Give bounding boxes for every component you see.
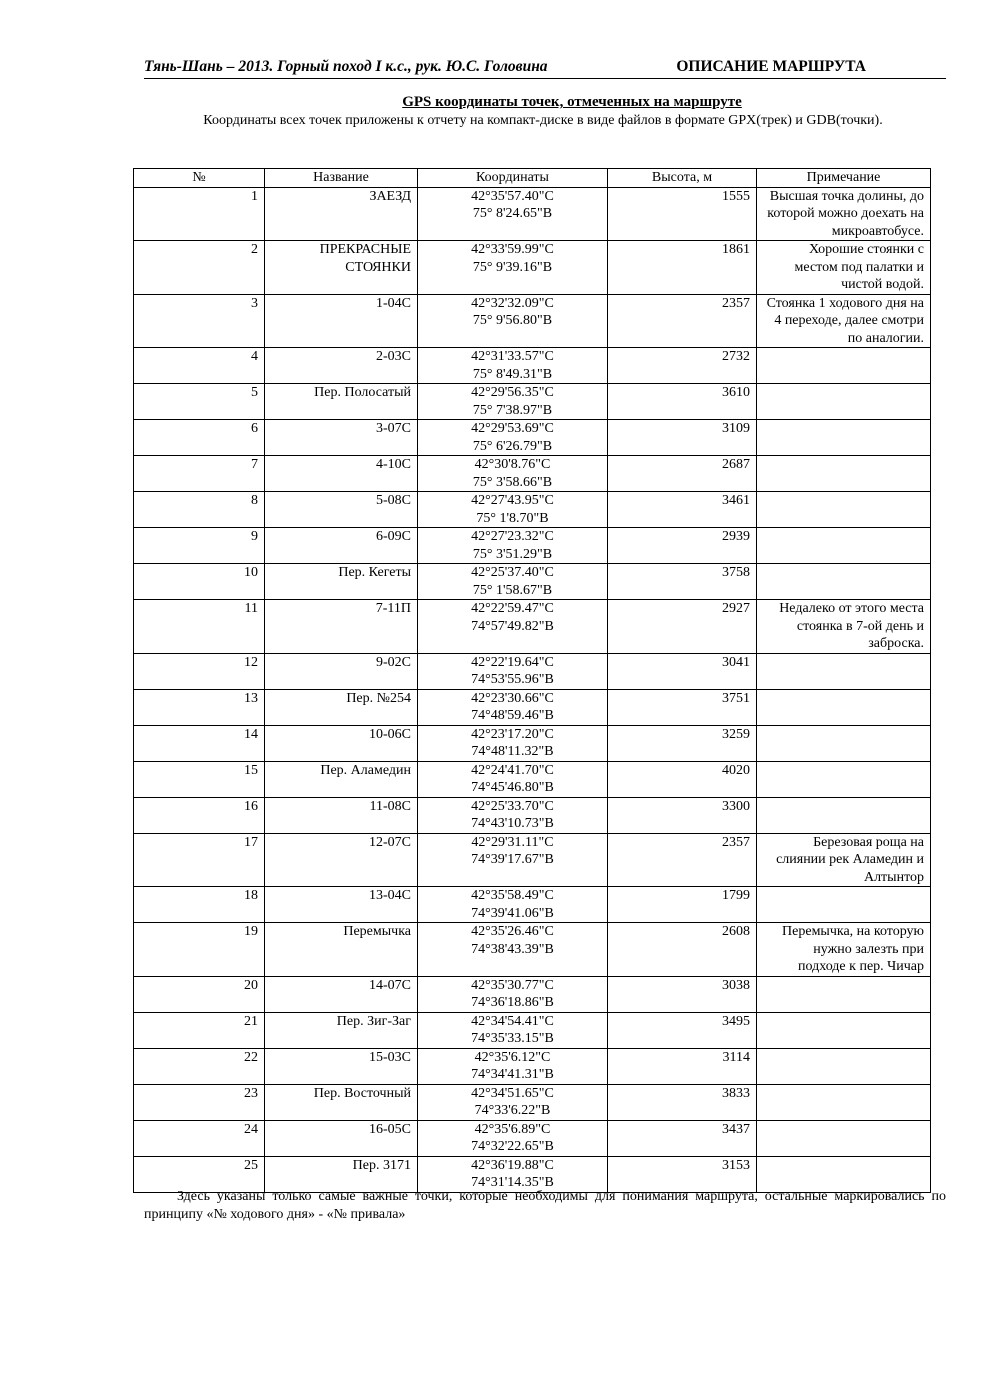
point-latitude: 42°22'59.47"С: [471, 601, 554, 616]
page-subtitle: Координаты всех точек приложены к отчету на компакт-диске в виде файлов в формате GPX(трек) и GDB(точки).: [203, 113, 883, 128]
point-altitude: 3259: [608, 725, 757, 761]
point-name: 12-07С: [265, 833, 418, 887]
point-longitude: 74°36'18.86"В: [471, 995, 554, 1010]
point-latitude: 42°29'31.11"С: [471, 834, 554, 850]
column-header-coordinates: Координаты: [418, 169, 608, 188]
point-coordinates: [418, 600, 608, 654]
point-coordinates: [418, 492, 608, 528]
point-altitude: 1861: [608, 241, 757, 295]
point-name: 15-03С: [265, 1048, 418, 1084]
point-number: 21: [134, 1012, 265, 1048]
point-note: [757, 1156, 931, 1192]
point-number: 8: [134, 492, 265, 528]
table-row: [134, 384, 931, 420]
point-note: [757, 1012, 931, 1048]
point-name: Пер. 3171: [265, 1156, 418, 1192]
table-row: [134, 1012, 931, 1048]
point-coordinates: [418, 797, 608, 833]
point-number: 3: [134, 294, 265, 348]
point-longitude: 74°35'33.15"В: [471, 1031, 554, 1046]
point-latitude: 42°30'8.76"С: [474, 457, 551, 472]
point-number: 19: [134, 923, 265, 977]
point-longitude: 75° 7'38.97"В: [472, 402, 553, 418]
point-number: 23: [134, 1084, 265, 1120]
point-number: 11: [134, 600, 265, 654]
point-number: 5: [134, 384, 265, 420]
point-longitude: 74°38'43.39"В: [471, 941, 554, 957]
gps-points-table: [133, 168, 931, 1193]
point-number: 1: [134, 187, 265, 241]
point-longitude: 74°48'11.32"В: [471, 744, 554, 759]
point-number: 10: [134, 564, 265, 600]
point-name: 10-06С: [265, 725, 418, 761]
table-row: [134, 689, 931, 725]
point-altitude: 3153: [608, 1156, 757, 1192]
point-number: 13: [134, 689, 265, 725]
point-latitude: 42°24'41.70"С: [471, 762, 554, 778]
point-coordinates: [418, 689, 608, 725]
point-latitude: 42°34'54.41"С: [471, 1013, 554, 1029]
point-longitude: 74°39'17.67"В: [471, 852, 554, 867]
point-number: 14: [134, 725, 265, 761]
point-latitude: 42°35'6.12"С: [474, 1049, 551, 1065]
point-latitude: 42°22'19.64"С: [471, 654, 554, 670]
table-row: [134, 923, 931, 977]
table-header-row: [134, 169, 931, 188]
point-longitude: 74°34'41.31"В: [471, 1067, 554, 1082]
point-coordinates: [418, 923, 608, 977]
table-row: [134, 528, 931, 564]
table-row: [134, 797, 931, 833]
header-section-title: ОПИСАНИЕ МАРШРУТА: [676, 58, 866, 75]
footnote: Здесь указаны только самые важные точки, которые необходимы для понимания маршрута, остальные маркировались по принципу «№ ходового дня» - «№ привала»: [144, 1189, 946, 1222]
point-altitude: 2357: [608, 833, 757, 887]
point-note: [757, 456, 931, 492]
point-latitude: 42°35'30.77"С: [471, 977, 554, 993]
point-altitude: 2927: [608, 600, 757, 654]
column-header-number: №: [134, 169, 265, 188]
header-report-title: Тянь-Шань – 2013. Горный поход I к.с., рук. Ю.С. Головина: [144, 58, 548, 75]
point-altitude: 3833: [608, 1084, 757, 1120]
point-latitude: 42°23'30.66"С: [471, 690, 554, 706]
point-longitude: 75° 9'39.16"В: [472, 259, 553, 275]
point-coordinates: [418, 1048, 608, 1084]
point-latitude: 42°32'32.09"С: [471, 295, 554, 311]
point-latitude: 42°29'56.35"С: [471, 385, 554, 400]
point-altitude: 3461: [608, 492, 757, 528]
point-number: 7: [134, 456, 265, 492]
point-longitude: 74°31'14.35"В: [471, 1175, 554, 1190]
point-altitude: 3114: [608, 1048, 757, 1084]
header-divider: [144, 78, 946, 79]
point-altitude: 3437: [608, 1120, 757, 1156]
point-number: 9: [134, 528, 265, 564]
point-altitude: 3751: [608, 689, 757, 725]
point-note: Березовая роща на слиянии рек Аламедин и Алтынтор: [757, 833, 931, 887]
table-row: [134, 564, 931, 600]
point-number: 20: [134, 976, 265, 1012]
point-number: 2: [134, 241, 265, 295]
point-longitude: 74°33'6.22"В: [474, 1103, 551, 1118]
point-coordinates: [418, 456, 608, 492]
point-latitude: 42°27'23.32"С: [471, 529, 554, 544]
point-coordinates: [418, 241, 608, 295]
point-name: ЗАЕЗД: [265, 187, 418, 241]
point-name: ПРЕКРАСНЫЕ СТОЯНКИ: [265, 241, 418, 295]
point-note: Недалеко от этого места стоянка в 7-ой день и заброска.: [757, 600, 931, 654]
table-row: [134, 187, 931, 241]
table-row: [134, 1084, 931, 1120]
point-longitude: 74°53'55.96"В: [471, 672, 554, 687]
table-row: [134, 420, 931, 456]
point-altitude: 4020: [608, 761, 757, 797]
point-name: 14-07С: [265, 976, 418, 1012]
point-latitude: 42°23'17.20"С: [471, 726, 554, 742]
point-name: Пер. Восточный: [265, 1084, 418, 1120]
point-name: Пер. Полосатый: [265, 384, 418, 420]
point-latitude: 42°27'43.95"С: [471, 493, 554, 508]
table-row: [134, 1120, 931, 1156]
point-number: 4: [134, 348, 265, 384]
point-coordinates: [418, 725, 608, 761]
point-name: 11-08С: [265, 797, 418, 833]
point-number: 16: [134, 797, 265, 833]
table-row: [134, 348, 931, 384]
point-coordinates: [418, 564, 608, 600]
point-name: Пер. Зиг-Заг: [265, 1012, 418, 1048]
table-row: [134, 456, 931, 492]
point-latitude: 42°31'33.57"С: [471, 349, 554, 364]
point-note: [757, 761, 931, 797]
point-longitude: 75° 6'26.79"В: [472, 438, 553, 454]
point-number: 15: [134, 761, 265, 797]
point-altitude: 1555: [608, 187, 757, 241]
point-note: [757, 797, 931, 833]
point-note: [757, 348, 931, 384]
point-name: Перемычка: [265, 923, 418, 977]
point-number: 24: [134, 1120, 265, 1156]
point-latitude: 42°25'33.70"С: [471, 798, 554, 814]
point-altitude: 2357: [608, 294, 757, 348]
point-name: 16-05С: [265, 1120, 418, 1156]
point-number: 6: [134, 420, 265, 456]
point-latitude: 42°35'58.49"С: [471, 888, 554, 903]
point-note: Высшая точка долины, до которой можно доехать на микроавтобусе.: [757, 187, 931, 241]
table-row: [134, 761, 931, 797]
point-longitude: 75° 3'58.66"В: [472, 474, 553, 490]
point-latitude: 42°29'53.69"С: [471, 421, 554, 436]
table-row: [134, 725, 931, 761]
page-title: GPS координаты точек, отмеченных на маршруте: [402, 94, 742, 110]
point-altitude: 3758: [608, 564, 757, 600]
point-coordinates: [418, 1012, 608, 1048]
point-longitude: 75° 1'8.70"В: [476, 510, 549, 526]
table-row: [134, 600, 931, 654]
point-note: [757, 528, 931, 564]
point-altitude: 3041: [608, 653, 757, 689]
point-longitude: 75° 8'49.31"В: [472, 366, 553, 382]
point-longitude: 75° 3'51.29"В: [472, 546, 553, 562]
point-coordinates: [418, 761, 608, 797]
table-row: [134, 653, 931, 689]
point-name: 1-04С: [265, 294, 418, 348]
table-row: [134, 1156, 931, 1192]
point-coordinates: [418, 187, 608, 241]
table-row: [134, 833, 931, 887]
point-name: 5-08С: [265, 492, 418, 528]
table-row: [134, 492, 931, 528]
point-altitude: 3610: [608, 384, 757, 420]
point-altitude: 1799: [608, 887, 757, 923]
point-number: 22: [134, 1048, 265, 1084]
point-name: 4-10С: [265, 456, 418, 492]
point-latitude: 42°35'6.89"С: [474, 1121, 551, 1137]
point-note: [757, 976, 931, 1012]
point-number: 18: [134, 887, 265, 923]
point-longitude: 74°43'10.73"В: [471, 816, 554, 831]
point-altitude: 2732: [608, 348, 757, 384]
table-body: [134, 187, 931, 1192]
point-latitude: 42°33'59.99"С: [471, 242, 554, 257]
point-coordinates: [418, 887, 608, 923]
point-note: [757, 725, 931, 761]
point-latitude: 42°35'57.40"С: [471, 188, 554, 204]
point-name: Пер. Аламедин: [265, 761, 418, 797]
point-note: Перемычка, на которую нужно залезть при подходе к пер. Чичар: [757, 923, 931, 977]
point-note: [757, 1120, 931, 1156]
point-name: 6-09С: [265, 528, 418, 564]
point-altitude: 3109: [608, 420, 757, 456]
point-longitude: 75° 9'56.80"В: [472, 313, 553, 328]
table-row: [134, 241, 931, 295]
point-longitude: 75° 8'24.65"В: [472, 206, 553, 221]
point-number: 17: [134, 833, 265, 887]
point-altitude: 2608: [608, 923, 757, 977]
point-altitude: 3495: [608, 1012, 757, 1048]
column-header-name: Название: [265, 169, 418, 188]
page-header: [144, 58, 946, 80]
point-altitude: 2687: [608, 456, 757, 492]
point-coordinates: [418, 1120, 608, 1156]
point-coordinates: [418, 384, 608, 420]
point-longitude: 74°45'46.80"В: [471, 780, 554, 795]
table-row: [134, 976, 931, 1012]
point-note: Хорошие стоянки с местом под палатки и чистой водой.: [757, 241, 931, 295]
point-coordinates: [418, 976, 608, 1012]
column-header-note: Примечание: [757, 169, 931, 188]
point-name: 7-11П: [265, 600, 418, 654]
point-name: Пер. №254: [265, 689, 418, 725]
point-altitude: 3300: [608, 797, 757, 833]
point-name: 9-02С: [265, 653, 418, 689]
point-note: [757, 1048, 931, 1084]
point-longitude: 75° 1'58.67"В: [472, 582, 553, 598]
point-note: Стоянка 1 ходового дня на 4 переходе, далее смотри по аналогии.: [757, 294, 931, 348]
point-coordinates: [418, 420, 608, 456]
column-header-altitude: Высота, м: [608, 169, 757, 188]
point-coordinates: [418, 348, 608, 384]
point-note: [757, 492, 931, 528]
point-coordinates: [418, 833, 608, 887]
point-longitude: 74°57'49.82"В: [471, 618, 554, 634]
point-name: 13-04С: [265, 887, 418, 923]
point-coordinates: [418, 528, 608, 564]
point-coordinates: [418, 1156, 608, 1192]
point-altitude: 3038: [608, 976, 757, 1012]
point-note: [757, 564, 931, 600]
point-latitude: 42°34'51.65"С: [471, 1085, 554, 1101]
point-name: 2-03С: [265, 348, 418, 384]
point-latitude: 42°36'19.88"С: [471, 1157, 554, 1173]
point-coordinates: [418, 294, 608, 348]
point-longitude: 74°32'22.65"В: [471, 1139, 554, 1154]
point-latitude: 42°35'26.46"С: [471, 924, 554, 939]
point-name: Пер. Кегеты: [265, 564, 418, 600]
point-note: [757, 1084, 931, 1120]
point-latitude: 42°25'37.40"С: [471, 565, 554, 580]
table-row: [134, 887, 931, 923]
point-number: 25: [134, 1156, 265, 1192]
point-note: [757, 420, 931, 456]
point-coordinates: [418, 1084, 608, 1120]
point-note: [757, 653, 931, 689]
point-name: 3-07С: [265, 420, 418, 456]
table-row: [134, 1048, 931, 1084]
point-note: [757, 887, 931, 923]
point-note: [757, 689, 931, 725]
point-longitude: 74°39'41.06"В: [471, 905, 554, 921]
point-number: 12: [134, 653, 265, 689]
table-row: [134, 294, 931, 348]
point-note: [757, 384, 931, 420]
point-coordinates: [418, 653, 608, 689]
point-longitude: 74°48'59.46"В: [471, 708, 554, 723]
point-altitude: 2939: [608, 528, 757, 564]
